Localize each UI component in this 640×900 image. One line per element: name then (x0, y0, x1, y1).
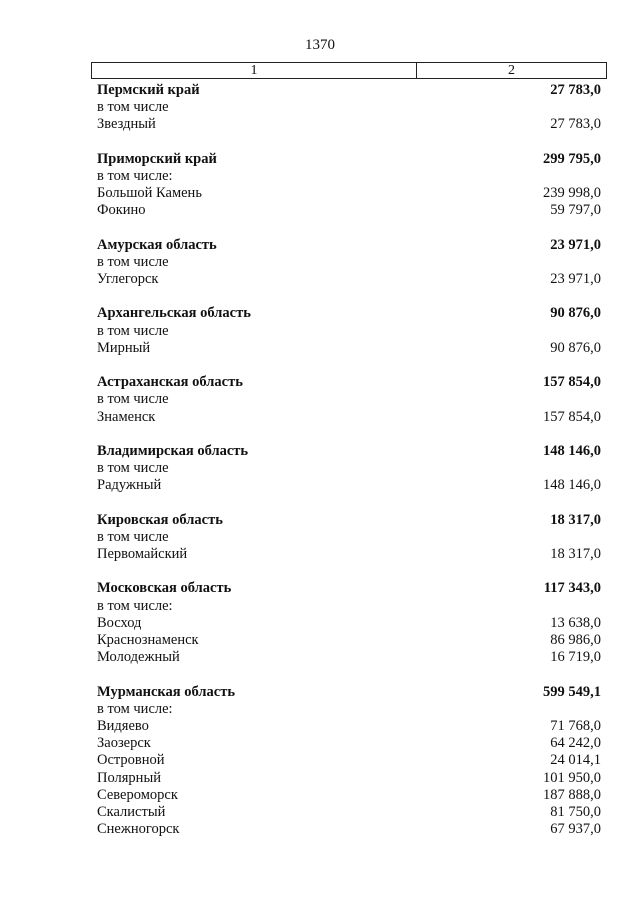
column-header-row (91, 62, 607, 79)
including-label: в том числе (97, 528, 169, 545)
region-total-amount: 18 317,0 (550, 511, 601, 528)
municipality-row (97, 718, 601, 735)
region-name: Московская область (97, 580, 232, 597)
region-total-row (97, 82, 601, 99)
region-name: Приморский край (97, 150, 217, 167)
allocation-table-body (97, 82, 601, 855)
including-label-row (97, 391, 601, 408)
including-label-row (97, 598, 601, 615)
region-block (97, 305, 601, 357)
municipality-amount: 16 719,0 (550, 649, 601, 666)
municipality-row (97, 546, 601, 563)
municipality-amount: 67 937,0 (550, 821, 601, 838)
region-block (97, 374, 601, 426)
municipality-row (97, 632, 601, 649)
municipality-row (97, 116, 601, 133)
municipality-amount: 59 797,0 (550, 202, 601, 219)
including-label-row (97, 701, 601, 718)
municipality-row (97, 752, 601, 769)
municipality-name: Большой Камень (97, 185, 202, 202)
municipality-row (97, 735, 601, 752)
municipality-name: Североморск (97, 786, 178, 803)
region-total-amount: 148 146,0 (543, 442, 601, 459)
municipality-name: Молодежный (97, 649, 180, 666)
municipality-name: Первомайский (97, 546, 188, 563)
region-total-amount: 117 343,0 (543, 580, 601, 597)
region-block (97, 82, 601, 134)
municipality-amount: 64 242,0 (550, 735, 601, 752)
municipality-row (97, 787, 601, 804)
municipality-name: Восход (97, 614, 142, 631)
municipality-name: Видяево (97, 717, 149, 734)
including-label: в том числе (97, 391, 169, 408)
region-name: Кировская область (97, 511, 223, 528)
page-number: 1370 (305, 37, 335, 53)
municipality-name: Знаменск (97, 408, 156, 425)
municipality-amount: 27 783,0 (550, 116, 601, 133)
municipality-amount: 101 950,0 (543, 769, 601, 786)
municipality-amount: 81 750,0 (550, 803, 601, 820)
region-block (97, 151, 601, 220)
region-total-row (97, 151, 601, 168)
municipality-amount: 71 768,0 (550, 717, 601, 734)
including-label: в том числе: (97, 167, 173, 184)
municipality-amount: 157 854,0 (543, 408, 601, 425)
including-label: в том числе (97, 253, 169, 270)
region-total-row (97, 580, 601, 597)
municipality-amount: 86 986,0 (550, 632, 601, 648)
region-name: Владимирская область (97, 442, 249, 459)
region-block (97, 512, 601, 564)
municipality-name: Снежногорск (97, 821, 180, 838)
region-total-row (97, 443, 601, 460)
including-label-row (97, 323, 601, 340)
including-label-row (97, 99, 601, 116)
region-total-amount: 599 549,1 (543, 683, 601, 700)
including-label: в том числе (97, 460, 169, 477)
municipality-amount: 187 888,0 (543, 786, 601, 803)
including-label-row (97, 460, 601, 477)
municipality-name: Заозерск (97, 735, 151, 752)
region-name: Амурская область (97, 236, 217, 253)
municipality-amount: 13 638,0 (550, 614, 601, 631)
municipality-name: Островной (97, 752, 165, 769)
municipality-name: Углегорск (97, 271, 159, 288)
municipality-amount: 18 317,0 (550, 546, 601, 563)
municipality-name: Фокино (97, 202, 146, 219)
municipality-name: Скалистый (97, 803, 166, 820)
region-total-row (97, 237, 601, 254)
region-name: Астраханская область (97, 374, 243, 391)
municipality-name: Мирный (97, 339, 151, 356)
municipality-row (97, 770, 601, 787)
region-total-row (97, 512, 601, 529)
region-block (97, 580, 601, 666)
municipality-name: Звездный (97, 116, 156, 133)
including-label: в том числе (97, 322, 169, 339)
municipality-amount: 24 014,1 (550, 752, 601, 769)
municipality-row (97, 477, 601, 494)
including-label-row (97, 254, 601, 271)
region-name: Пермский край (97, 82, 200, 98)
municipality-row (97, 202, 601, 219)
municipality-name: Радужный (97, 477, 162, 494)
including-label: в том числе (97, 99, 169, 116)
municipality-row (97, 649, 601, 666)
region-block (97, 443, 601, 495)
region-total-amount: 157 854,0 (543, 374, 601, 391)
including-label: в том числе: (97, 700, 173, 717)
column-header-1: 1 (92, 63, 417, 78)
including-label: в том числе: (97, 597, 173, 614)
region-total-row (97, 305, 601, 322)
region-name: Архангельская область (97, 305, 251, 322)
municipality-row (97, 409, 601, 426)
municipality-name: Полярный (97, 769, 161, 786)
municipality-amount: 148 146,0 (543, 477, 601, 494)
region-total-amount: 27 783,0 (550, 82, 601, 98)
region-name: Мурманская область (97, 683, 236, 700)
region-total-amount: 23 971,0 (550, 236, 601, 253)
column-header-2: 2 (508, 63, 515, 78)
municipality-amount: 239 998,0 (543, 185, 601, 202)
region-block (97, 237, 601, 289)
municipality-name: Краснознаменск (97, 632, 199, 648)
region-block (97, 684, 601, 839)
municipality-row (97, 340, 601, 357)
municipality-row (97, 185, 601, 202)
municipality-row (97, 821, 601, 838)
region-total-row (97, 684, 601, 701)
municipality-row (97, 804, 601, 821)
municipality-amount: 90 876,0 (550, 339, 601, 356)
region-total-amount: 90 876,0 (550, 305, 601, 322)
including-label-row (97, 529, 601, 546)
region-total-amount: 299 795,0 (543, 150, 601, 167)
municipality-row (97, 615, 601, 632)
region-total-row (97, 374, 601, 391)
including-label-row (97, 168, 601, 185)
municipality-row (97, 271, 601, 288)
municipality-amount: 23 971,0 (550, 271, 601, 288)
